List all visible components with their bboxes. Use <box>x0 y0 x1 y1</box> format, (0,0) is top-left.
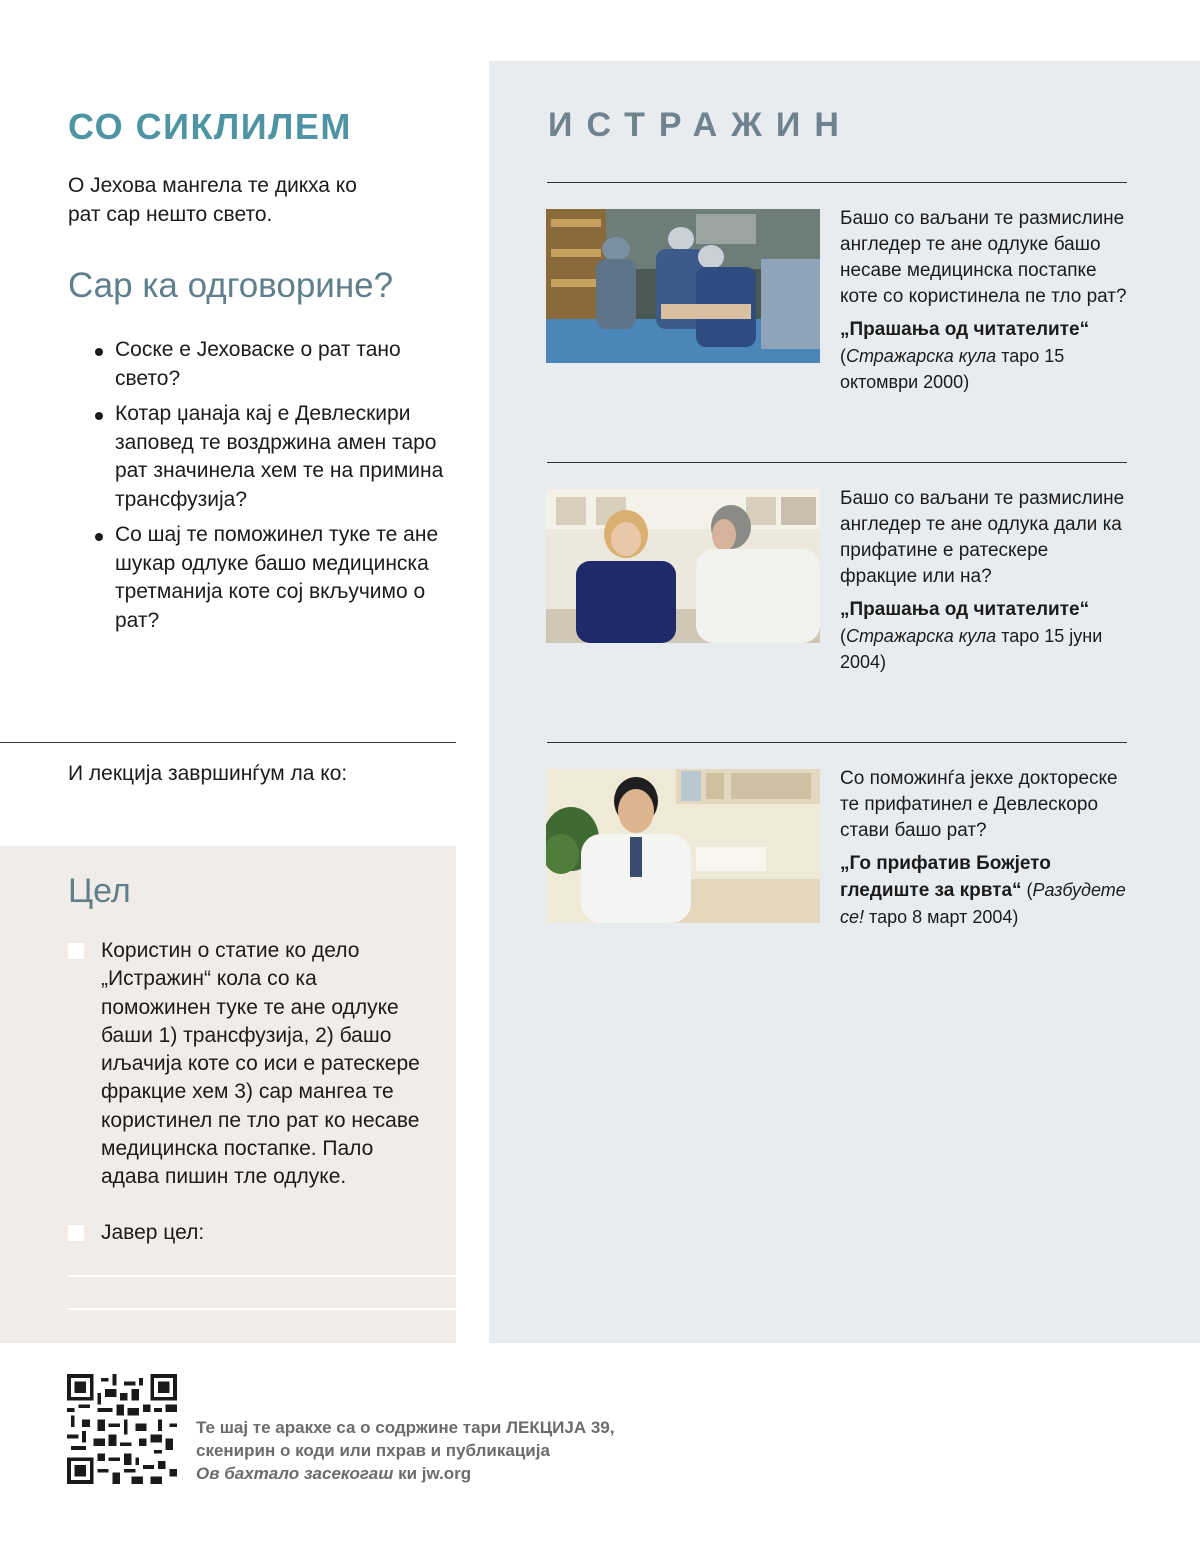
research-heading: ИСТРАЖИН <box>548 106 853 144</box>
publication-name: Разбудете се! <box>840 880 1126 927</box>
publication-date: таро 15 октомври 2000) <box>840 346 1065 392</box>
footer-line: Те шај те аракхе са о содржине тари ЛЕКЦИЈА 39, <box>196 1418 615 1437</box>
divider <box>0 742 456 743</box>
research-question: Башо со ваљани те размислине англедер те ане одлуке башо несаве медицинска постапке коте со користинела пе тло рат? <box>840 208 1127 307</box>
review-question: Со шај те поможинел туке те ане шукар одлуке башо медицинска третманија коте сој вкључимо о рат? <box>92 521 452 635</box>
research-reference[interactable]: „Прашања од читателите“ (Стражарска кула таро 15 јуни 2004) <box>840 599 1103 672</box>
other-goal-label: Јавер цел: <box>101 1221 205 1244</box>
research-reference[interactable]: „Го прифатив Божјето гледиште за крвта“ (Разбудете се! таро 8 март 2004) <box>840 853 1126 927</box>
footer-line: скенирин о коди или пхрав и публикација <box>196 1441 550 1460</box>
goal-write-line[interactable] <box>68 1308 456 1310</box>
divider <box>547 742 1127 743</box>
review-heading: Сар ка одговорине? <box>68 266 394 305</box>
review-question: Соске е Јеховаске о рат тано свето? <box>92 336 452 393</box>
goal-checkbox-2[interactable] <box>68 1225 84 1241</box>
publication-name: Стражарска кула <box>846 626 997 646</box>
learned-heading: СО СИКЛИЛЕМ <box>68 106 352 147</box>
doctor-portrait-photo <box>546 769 820 923</box>
publication-name: Стражарска кула <box>846 346 997 366</box>
goal-checkbox-1[interactable] <box>68 943 84 959</box>
article-title: „Прашања од читателите“ <box>840 319 1090 340</box>
research-question: Башо со ваљани те размислине англедер те ане одлука дали ка прифатине е ратескере фракцие или на? <box>840 488 1125 587</box>
research-item <box>840 766 1130 930</box>
surgery-photo <box>546 209 820 363</box>
publication-date: таро 15 јуни 2004) <box>840 626 1103 672</box>
qr-code[interactable] <box>67 1374 177 1484</box>
footer-line: Ов бахтало засекогаш ки jw.org <box>196 1464 472 1483</box>
publication-date: таро 8 март 2004) <box>869 907 1019 927</box>
review-question: Котар џанаја кај е Девлескири заповед те воздржина амен таро рат значинела хем те на примина трансфузија? <box>92 400 452 514</box>
learned-summary: О Јехова мангела те дикха ко рат сар нешто свето. <box>68 174 357 226</box>
publication-link[interactable]: Ов бахтало засекогаш <box>196 1464 394 1483</box>
article-title: „Прашања од читателите“ <box>840 599 1090 620</box>
doctor-consultation-photo <box>546 489 820 643</box>
review-question-list <box>92 336 452 642</box>
divider <box>547 462 1127 463</box>
research-question: Со поможинѓа јекхе доктореске те прифатинел е Девлескоро стави башо рат? <box>840 768 1118 841</box>
goal-item-text: Користин о статие ко дело „Истражин“ кола со ка поможинен туке те ане одлуке баши 1) трансфузија, 2) башо иљачија коте со иси е ратескере фракцие хем 3) сар мангеа те користинел пе тло рат ко несаве медицинска постапке. Пало адава пишин тле одлуке. <box>101 939 420 1189</box>
goal-heading: Цел <box>68 872 131 910</box>
divider <box>547 182 1127 183</box>
research-reference[interactable]: „Прашања од читателите“ (Стражарска кула таро 15 октомври 2000) <box>840 319 1090 392</box>
goal-write-line[interactable] <box>68 1275 456 1277</box>
footer-note <box>196 1416 614 1485</box>
article-title: „Го прифатив Божјето гледиште за крвта“ <box>840 853 1051 901</box>
completed-date-label: И лекција завршинѓум ла ко: <box>68 762 348 785</box>
research-item <box>840 486 1130 675</box>
research-item <box>840 206 1130 395</box>
